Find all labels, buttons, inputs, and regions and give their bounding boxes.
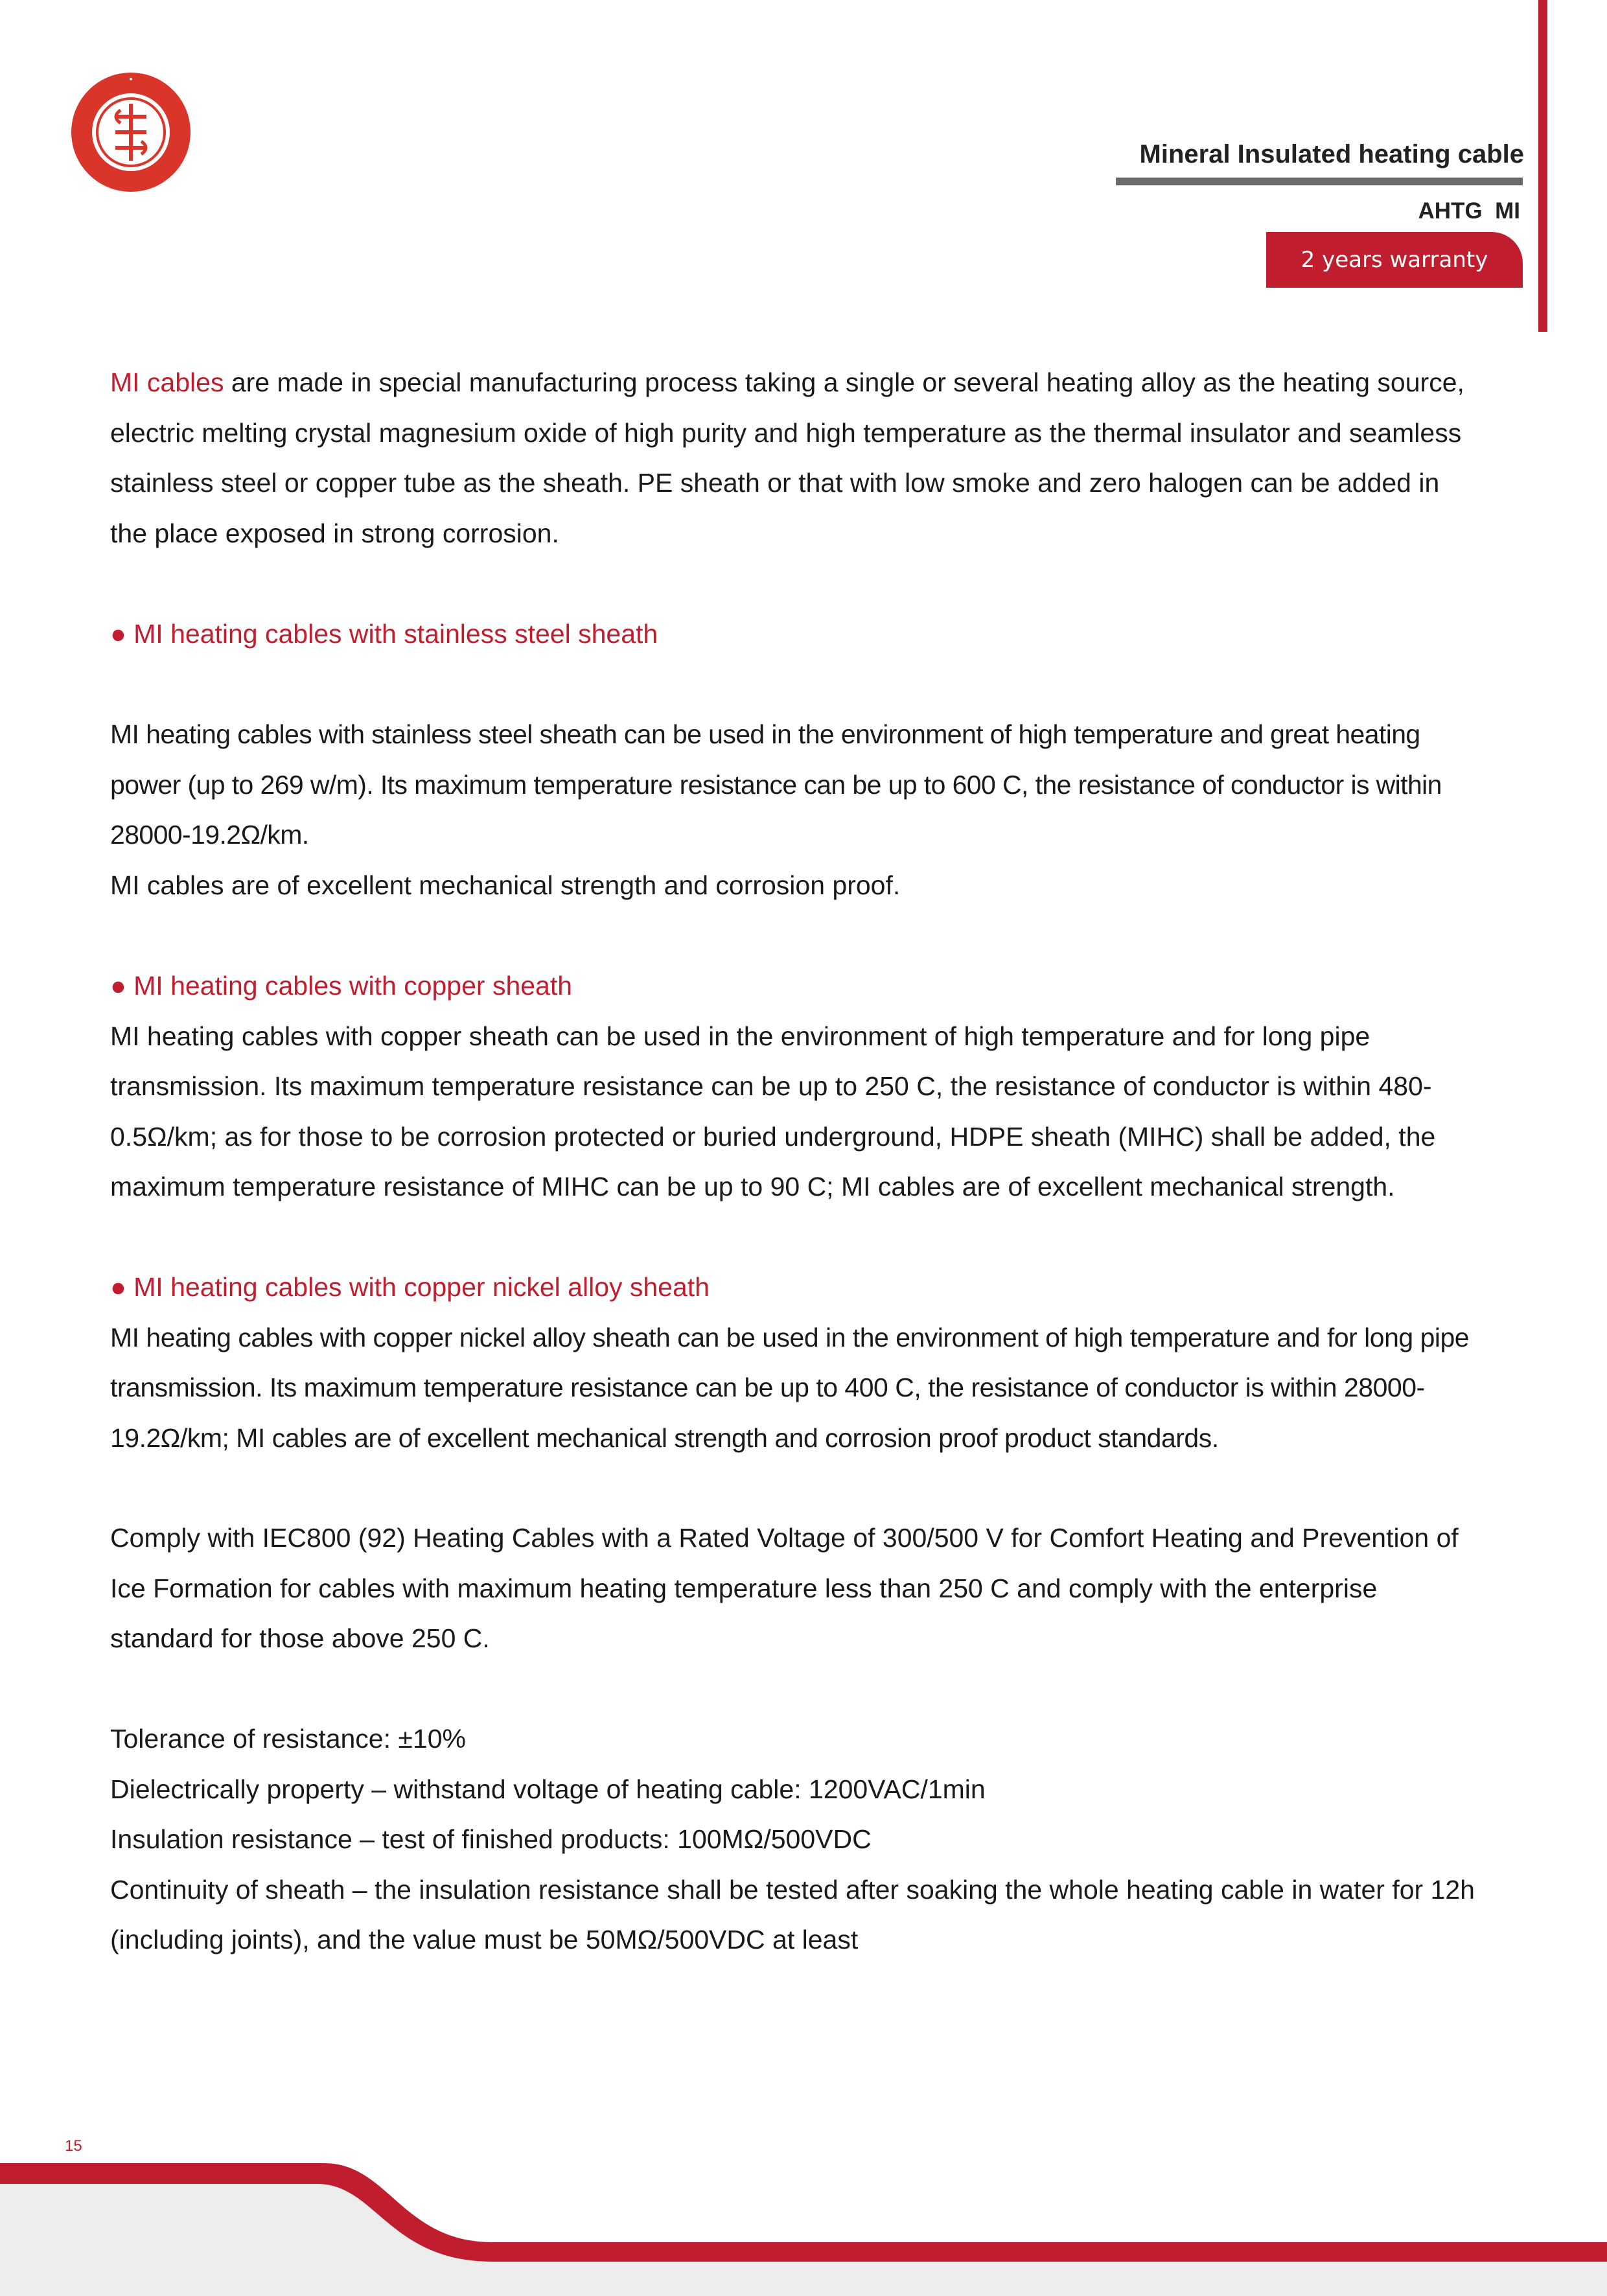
spec-item: Dielectrically property – withstand voltage of heating cable: 1200VAC/1min	[110, 1774, 986, 1804]
specs-list	[110, 1714, 1477, 1966]
section-paragraph: MI heating cables with copper nickel alloy sheath can be used in the environment of high temperature and for long pipe transmission. Its maximum temperature resistance can be up to 400 C, the resistance of conductor is within 28000-19.2Ω/km; MI cables are of excellent mechanical strength and corrosion proof product standards.	[110, 1322, 1470, 1453]
header-title: Mineral Insulated heating cable	[1139, 140, 1524, 168]
section-heading: ● MI heating cables with stainless steel sheath	[110, 619, 658, 649]
footer-wave	[0, 2145, 1607, 2296]
intro-paragraph	[110, 358, 1477, 559]
section-paragraph: MI cables are of excellent mechanical strength and corrosion proof.	[110, 870, 901, 900]
spec-item: Continuity of sheath – the insulation resistance shall be tested after soaking the whole heating cable in water for 12h (including joints), and the value must be 50MΩ/500VDC at least	[110, 1874, 1475, 1954]
company-logo-icon	[70, 71, 192, 193]
section-paragraph: MI heating cables with stainless steel sheath can be used in the environment of high temperature and great heating power (up to 269 w/m). Its maximum temperature resistance can be up to 600 C, the resistance of conductor is within 28000-19.2Ω/km.	[110, 719, 1442, 850]
spec-item: Insulation resistance – test of finished products: 100MΩ/500VDC	[110, 1824, 872, 1854]
warranty-badge	[1266, 232, 1523, 288]
warranty-label: 2 years warranty	[1301, 247, 1488, 273]
page-number: 15	[65, 2137, 82, 2155]
section-copper	[110, 961, 1477, 1212]
section-heading: ● MI heating cables with copper sheath	[110, 971, 573, 1001]
intro-section	[110, 358, 1477, 559]
standards-paragraph: Comply with IEC800 (92) Heating Cables with a Rated Voltage of 300/500 V for Comfort Heating and Prevention of Ice Formation for cables with maximum heating temperature less than 250 C and comply with the enterprise standard for those above 250 C.	[110, 1523, 1459, 1653]
section-heading: ● MI heating cables with copper nickel alloy sheath	[110, 1272, 710, 1302]
standards-section	[110, 1513, 1477, 1664]
section-stainless-steel	[110, 609, 1477, 910]
right-edge-bar	[1538, 0, 1547, 332]
section-paragraph: MI heating cables with copper sheath can be used in the environment of high temperature and for long pipe transmission. Its maximum temperature resistance can be up to 250 C, the resistance of conductor is within 480-0.5Ω/km; as for those to be corrosion protected or buried underground, HDPE sheath (MIHC) shall be added, the maximum temperature resistance of MIHC can be up to 90 C; MI cables are of excellent mechanical strength.	[110, 1021, 1436, 1201]
product-code: AHTG MI	[1418, 198, 1520, 224]
intro-text: are made in special manufacturing process taking a single or several heating alloy as the heating source, electric melting crystal magnesium oxide of high purity and high temperature as the thermal insulator and seamless stainless steel or copper tube as the sheath. PE sheath or that with low smoke and zero halogen can be added in the place exposed in strong corrosion.	[110, 367, 1464, 548]
intro-lead: MI cables	[110, 367, 224, 397]
section-copper-nickel	[110, 1262, 1477, 1463]
spec-item: Tolerance of resistance: ±10%	[110, 1724, 466, 1754]
header-divider	[1116, 178, 1523, 185]
